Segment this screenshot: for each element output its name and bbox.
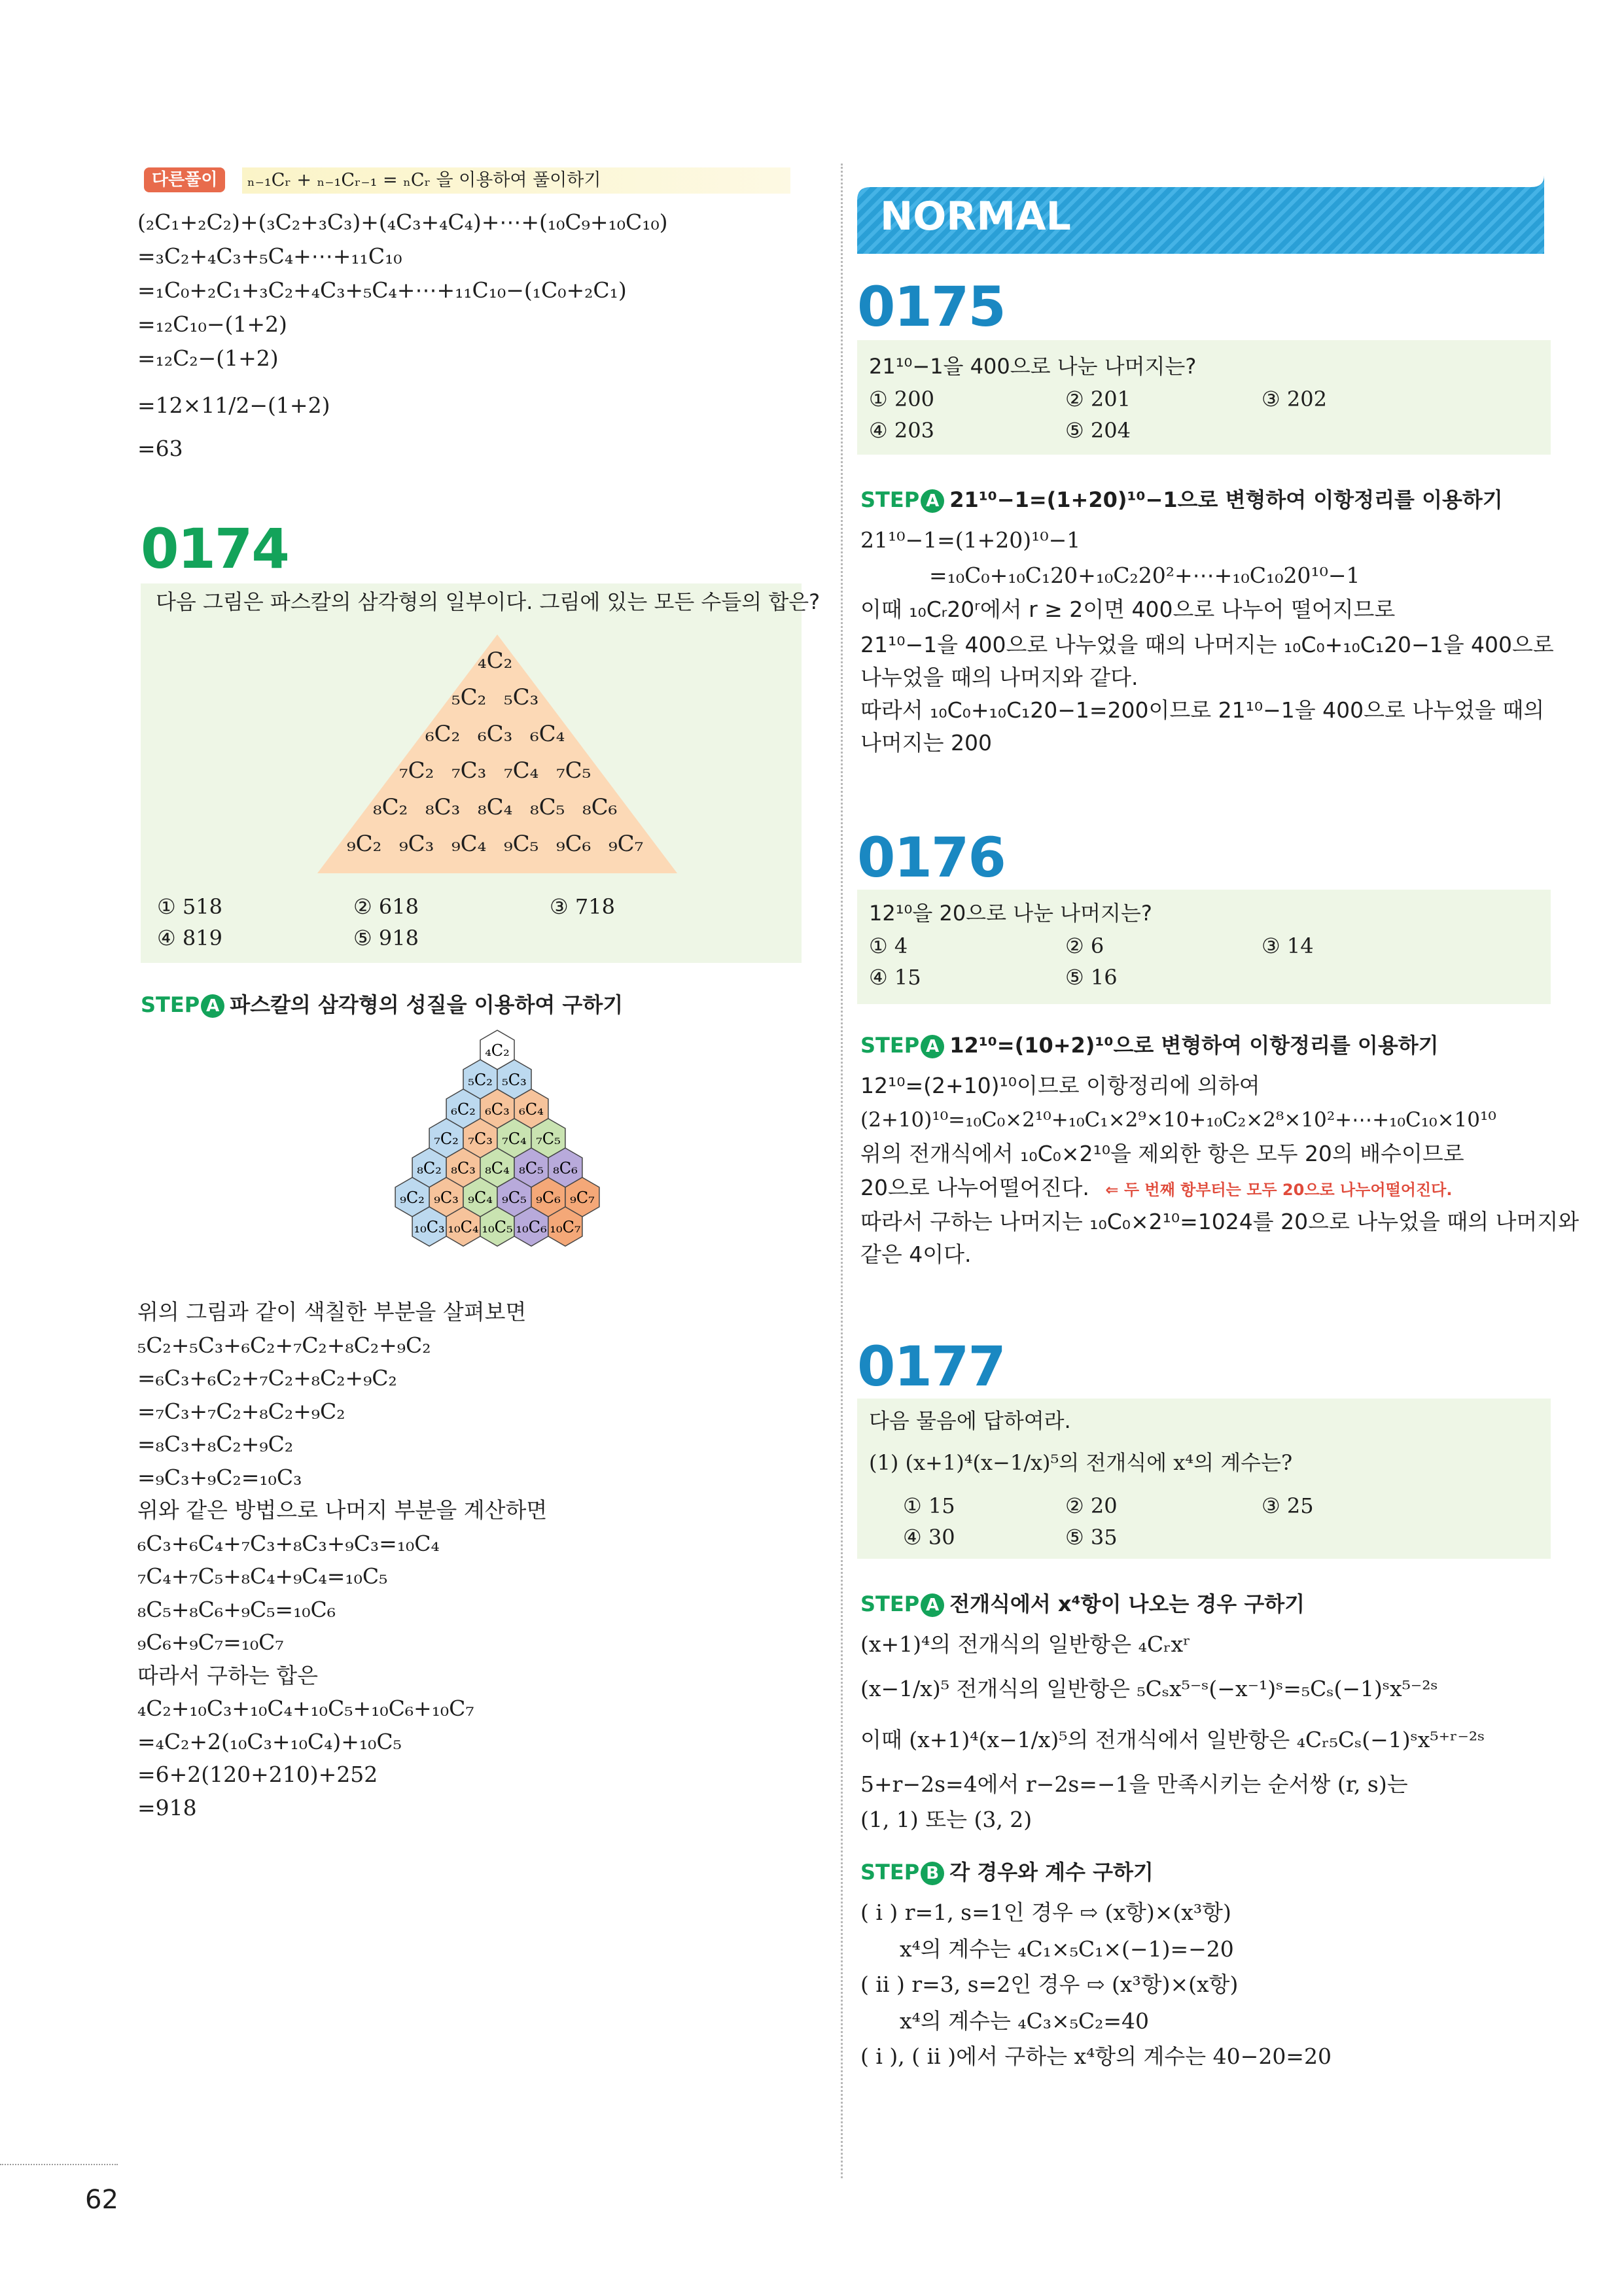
hex-label: ₁₀C₆ <box>516 1218 547 1236</box>
alt-line-2: =₃C₂+₄C₃+₅C₄+⋯+₁₁C₁₀ <box>137 243 402 269</box>
sol-0177-b1: ( i ) r=1, s=1인 경우 ⇨ (x항)×(x³항) <box>860 1900 1231 1925</box>
hex-label: ₉C₇ <box>570 1189 595 1207</box>
sol-0177-b3: ( ii ) r=3, s=2인 경우 ⇨ (x³항)×(x항) <box>860 1972 1239 1997</box>
sol-0175-3: 이때 ₁₀Cᵣ20ʳ에서 r ≥ 2이면 400으로 나누어 떨어지므로 <box>860 597 1396 622</box>
alt-line-6: =12×11/2−(1+2) <box>137 392 330 418</box>
sol-0176-4-text: 20으로 나누어떨어진다. <box>860 1175 1089 1200</box>
step-a-0174-text: 파스칼의 삼각형의 성질을 이용하여 구하기 <box>230 992 624 1017</box>
solution-0174-line: ₄C₂+₁₀C₃+₁₀C₄+₁₀C₅+₁₀C₆+₁₀C₇ <box>137 1696 474 1721</box>
sol-0177-b4: x⁴의 계수는 ₄C₃×₅C₂=40 <box>900 2008 1150 2034</box>
hex-label: ₆C₂ <box>451 1100 476 1119</box>
triangle-entry: ₈C₄ <box>478 794 513 820</box>
option-0175-2[interactable]: ② 201 <box>1065 387 1131 411</box>
solution-0174-line: =6+2(120+210)+252 <box>137 1762 378 1787</box>
page-number: 62 <box>85 2185 118 2215</box>
triangle-entry: ₇C₂ <box>399 757 434 784</box>
hex-label: ₉C₄ <box>468 1189 493 1207</box>
note-0176: ⇐ 두 번째 항부터는 모두 20으로 나누어떨어진다. <box>1105 1181 1453 1199</box>
hex-label: ₉C₆ <box>536 1189 561 1207</box>
hex-label: ₈C₆ <box>553 1159 578 1177</box>
solution-0174-line: ₉C₆+₉C₇=₁₀C₇ <box>137 1629 284 1655</box>
sol-0177-a2: (x−1/x)⁵ 전개식의 일반항은 ₅Cₛx⁵⁻ˢ(−x⁻¹)ˢ=₅Cₛ(−1)ˢx⁵⁻²ˢ <box>860 1676 1438 1701</box>
hex-label: ₆C₄ <box>519 1100 544 1119</box>
sol-0176-6: 같은 4이다. <box>860 1242 972 1267</box>
triangle-entry: ₉C₂ <box>347 831 382 857</box>
sol-0176-4 <box>860 1175 1452 1203</box>
option-0177-3[interactable]: ③ 25 <box>1262 1493 1314 1518</box>
hex-label: ₇C₅ <box>536 1130 561 1148</box>
option-0177-5[interactable]: ⑤ 35 <box>1065 1525 1118 1550</box>
hex-label: ₈C₄ <box>485 1159 510 1177</box>
solution-0174-line: 위의 그림과 같이 색칠한 부분을 살펴보면 <box>137 1299 527 1325</box>
alt-solution-badge: 다른풀이 <box>144 167 225 192</box>
hex-label: ₈C₃ <box>451 1159 476 1177</box>
triangle-entry: ₉C₃ <box>399 831 434 857</box>
sol-0175-1: 21¹⁰−1=(1+20)¹⁰−1 <box>860 527 1081 553</box>
alt-line-3: =₁C₀+₂C₁+₃C₂+₄C₃+₅C₄+⋯+₁₁C₁₀−(₁C₀+₂C₁) <box>137 277 627 303</box>
hex-label: ₅C₂ <box>468 1071 493 1089</box>
triangle-entry: ₉C₄ <box>451 831 487 857</box>
hexagon-pascal-figure <box>340 1027 654 1302</box>
option-0177-1[interactable]: ① 15 <box>903 1493 955 1518</box>
step-b-0177-text: 각 경우와 계수 구하기 <box>949 1860 1154 1885</box>
triangle-entry: ₈C₂ <box>373 794 408 820</box>
step-a-0176: STEP A 12¹⁰=(10+2)¹⁰으로 변형하여 이항정리를 이용하기 <box>860 1033 1439 1058</box>
option-0174-4[interactable]: ④ 819 <box>157 926 222 950</box>
question-0177: 다음 물음에 답하여라. <box>869 1408 1071 1433</box>
hex-label: ₉C₃ <box>434 1189 459 1207</box>
option-0175-4[interactable]: ④ 203 <box>869 418 934 443</box>
hex-label: ₈C₅ <box>519 1159 544 1177</box>
question-0175: 21¹⁰−1을 400으로 나눈 나머지는? <box>869 354 1197 379</box>
step-a-0174: STEP A 파스칼의 삼각형의 성질을 이용하여 구하기 <box>141 992 624 1017</box>
sub-question-0177: (1) (x+1)⁴(x−1/x)⁵의 전개식에 x⁴의 계수는? <box>869 1450 1293 1475</box>
solution-0174-line: =₇C₃+₇C₂+₈C₂+₉C₂ <box>137 1398 345 1424</box>
step-b-0177: STEP B 각 경우와 계수 구하기 <box>860 1860 1154 1885</box>
triangle-entry: ₈C₃ <box>425 794 461 820</box>
hex-label: ₈C₂ <box>417 1159 442 1177</box>
sol-0176-2: (2+10)¹⁰=₁₀C₀×2¹⁰+₁₀C₁×2⁹×10+₁₀C₂×2⁸×10²+⋯+₁₀C₁₀×10¹⁰ <box>860 1108 1496 1132</box>
sol-0177-b5: ( i ), ( ii )에서 구하는 x⁴항의 계수는 40−20=20 <box>860 2044 1332 2069</box>
sol-0176-3: 위의 전개식에서 ₁₀C₀×2¹⁰을 제외한 항은 모두 20의 배수이므로 <box>860 1141 1464 1166</box>
footer-rule <box>0 2164 118 2165</box>
triangle-entry: ₇C₄ <box>504 757 539 784</box>
alt-solution-title: ₙ₋₁Cᵣ + ₙ₋₁Cᵣ₋₁ = ₙCᵣ 을 이용하여 풀이하기 <box>242 167 790 194</box>
problem-number-0176: 0176 <box>857 826 1005 890</box>
sol-0175-2: =₁₀C₀+₁₀C₁20+₁₀C₂20²+⋯+₁₀C₁₀20¹⁰−1 <box>929 563 1360 588</box>
sol-0177-b2: x⁴의 계수는 ₄C₁×₅C₁×(−1)=−20 <box>900 1936 1234 1962</box>
option-0176-1[interactable]: ① 4 <box>869 933 908 958</box>
hex-label: ₄C₂ <box>485 1041 510 1060</box>
solution-0174-line: =₄C₂+2(₁₀C₃+₁₀C₄)+₁₀C₅ <box>137 1728 402 1754</box>
hex-label: ₉C₂ <box>400 1189 425 1207</box>
option-0177-2[interactable]: ② 20 <box>1065 1493 1118 1518</box>
option-0175-5[interactable]: ⑤ 204 <box>1065 418 1131 443</box>
sol-0175-5: 나누었을 때의 나머지와 같다. <box>860 665 1139 690</box>
hex-label: ₉C₅ <box>502 1189 527 1207</box>
solution-0174-line: ₅C₂+₅C₃+₆C₂+₇C₂+₈C₂+₉C₂ <box>137 1332 431 1358</box>
hex-label: ₁₀C₃ <box>414 1218 445 1236</box>
sol-0175-6: 따라서 ₁₀C₀+₁₀C₁20−1=200이므로 21¹⁰−1을 400으로 나누었을 때의 <box>860 697 1545 723</box>
hex-label: ₅C₃ <box>502 1071 527 1089</box>
option-0174-5[interactable]: ⑤ 918 <box>353 926 419 950</box>
option-0176-3[interactable]: ③ 14 <box>1262 933 1314 958</box>
solution-0174-line: =₈C₃+₈C₂+₉C₂ <box>137 1431 294 1457</box>
triangle-entry: ₅C₂ <box>451 684 487 710</box>
triangle-entry: ₈C₆ <box>582 794 618 820</box>
alt-line-4: =₁₂C₁₀−(1+2) <box>137 311 287 337</box>
hex-label: ₇C₂ <box>434 1130 459 1148</box>
hex-label: ₇C₄ <box>502 1130 527 1148</box>
problem-number-0174: 0174 <box>141 517 289 581</box>
triangle-entry: ₇C₃ <box>451 757 487 784</box>
option-0176-5[interactable]: ⑤ 16 <box>1065 965 1118 990</box>
hex-label: ₇C₃ <box>468 1130 493 1148</box>
problem-number-0177: 0177 <box>857 1334 1005 1399</box>
hex-label: ₁₀C₇ <box>550 1218 581 1236</box>
triangle-entry: ₆C₂ <box>425 721 461 747</box>
step-a-0175-text: 21¹⁰−1=(1+20)¹⁰−1으로 변형하여 이항정리를 이용하기 <box>949 487 1503 512</box>
triangle-entry: ₅C₃ <box>504 684 539 710</box>
solution-0174-line: 위와 같은 방법으로 나머지 부분을 계산하면 <box>137 1497 548 1523</box>
solution-0174-line: 따라서 구하는 합은 <box>137 1662 319 1688</box>
solution-0174-line: ₇C₄+₇C₅+₈C₄+₉C₄=₁₀C₅ <box>137 1563 388 1589</box>
question-0176: 12¹⁰을 20으로 나눈 나머지는? <box>869 901 1152 926</box>
hex-label: ₁₀C₅ <box>482 1218 513 1236</box>
step-a-0175: STEP A 21¹⁰−1=(1+20)¹⁰−1으로 변형하여 이항정리를 이용하기 <box>860 487 1503 512</box>
sol-0177-a5: (1, 1) 또는 (3, 2) <box>860 1807 1033 1832</box>
sol-0177-a4: 5+r−2s=4에서 r−2s=−1을 만족시키는 순서쌍 (r, s)는 <box>860 1771 1408 1797</box>
section-label: NORMAL <box>880 194 1071 239</box>
step-a-0177-text: 전개식에서 x⁴항이 나오는 경우 구하기 <box>949 1592 1305 1616</box>
option-0176-2[interactable]: ② 6 <box>1065 933 1104 958</box>
triangle-entry: ₆C₄ <box>530 721 565 747</box>
hex-label: ₆C₃ <box>485 1100 510 1119</box>
solution-0174-line: =918 <box>137 1794 197 1820</box>
alt-line-1: (₂C₁+₂C₂)+(₃C₂+₃C₃)+(₄C₃+₄C₄)+⋯+(₁₀C₉+₁₀C₁₀) <box>137 209 668 235</box>
triangle-entry: ₈C₅ <box>530 794 565 820</box>
column-divider <box>841 164 843 2178</box>
step-a-0177: STEP A 전개식에서 x⁴항이 나오는 경우 구하기 <box>860 1592 1305 1616</box>
option-0174-2[interactable]: ② 618 <box>353 894 419 919</box>
triangle-entry: ₉C₇ <box>609 831 644 857</box>
triangle-entry: ₄C₂ <box>478 648 513 674</box>
problem-number-0175: 0175 <box>857 275 1005 339</box>
triangle-entry: ₆C₃ <box>478 721 513 747</box>
sol-0175-7: 나머지는 200 <box>860 730 992 756</box>
hex-label: ₁₀C₄ <box>448 1218 479 1236</box>
step-a-circle: A <box>201 994 224 1018</box>
option-0177-4[interactable]: ④ 30 <box>903 1525 955 1550</box>
option-0175-1[interactable]: ① 200 <box>869 387 934 411</box>
option-0174-1[interactable]: ① 518 <box>157 894 222 919</box>
sol-0177-a1: (x+1)⁴의 전개식의 일반항은 ₄Cᵣxʳ <box>860 1631 1191 1657</box>
option-0176-4[interactable]: ④ 15 <box>869 965 921 990</box>
solution-0174-line: ₈C₅+₈C₆+₉C₅=₁₀C₆ <box>137 1596 336 1622</box>
triangle-entry: ₉C₅ <box>504 831 539 857</box>
triangle-entry: ₉C₆ <box>556 831 591 857</box>
option-0175-3[interactable]: ③ 202 <box>1262 387 1327 411</box>
sol-0176-1: 12¹⁰=(2+10)¹⁰이므로 이항정리에 의하여 <box>860 1073 1260 1098</box>
solution-0174-line: ₆C₃+₆C₄+₇C₃+₈C₃+₉C₃=₁₀C₄ <box>137 1530 440 1556</box>
solution-0174-line: =₉C₃+₉C₂=₁₀C₃ <box>137 1464 302 1490</box>
sol-0175-4: 21¹⁰−1을 400으로 나누었을 때의 나머지는 ₁₀C₀+₁₀C₁20−1을 400으로 <box>860 632 1554 657</box>
sol-0176-5: 따라서 구하는 나머지는 ₁₀C₀×2¹⁰=1024를 20으로 나누었을 때의 나머지와 <box>860 1209 1580 1234</box>
alt-line-7: =63 <box>137 436 183 461</box>
sol-0177-a3: 이때 (x+1)⁴(x−1/x)⁵의 전개식에서 일반항은 ₄Cᵣ₅Cₛ(−1)ˢx⁵⁺ʳ⁻²ˢ <box>860 1727 1485 1752</box>
alt-line-5: =₁₂C₂−(1+2) <box>137 345 279 371</box>
triangle-entry: ₇C₅ <box>556 757 591 784</box>
option-0174-3[interactable]: ③ 718 <box>550 894 615 919</box>
step-a-0176-text: 12¹⁰=(10+2)¹⁰으로 변형하여 이항정리를 이용하기 <box>949 1033 1439 1058</box>
solution-0174-line: =₆C₃+₆C₂+₇C₂+₈C₂+₉C₂ <box>137 1365 397 1391</box>
question-0174: 다음 그림은 파스칼의 삼각형의 일부이다. 그림에 있는 모든 수들의 합은? <box>156 589 821 614</box>
